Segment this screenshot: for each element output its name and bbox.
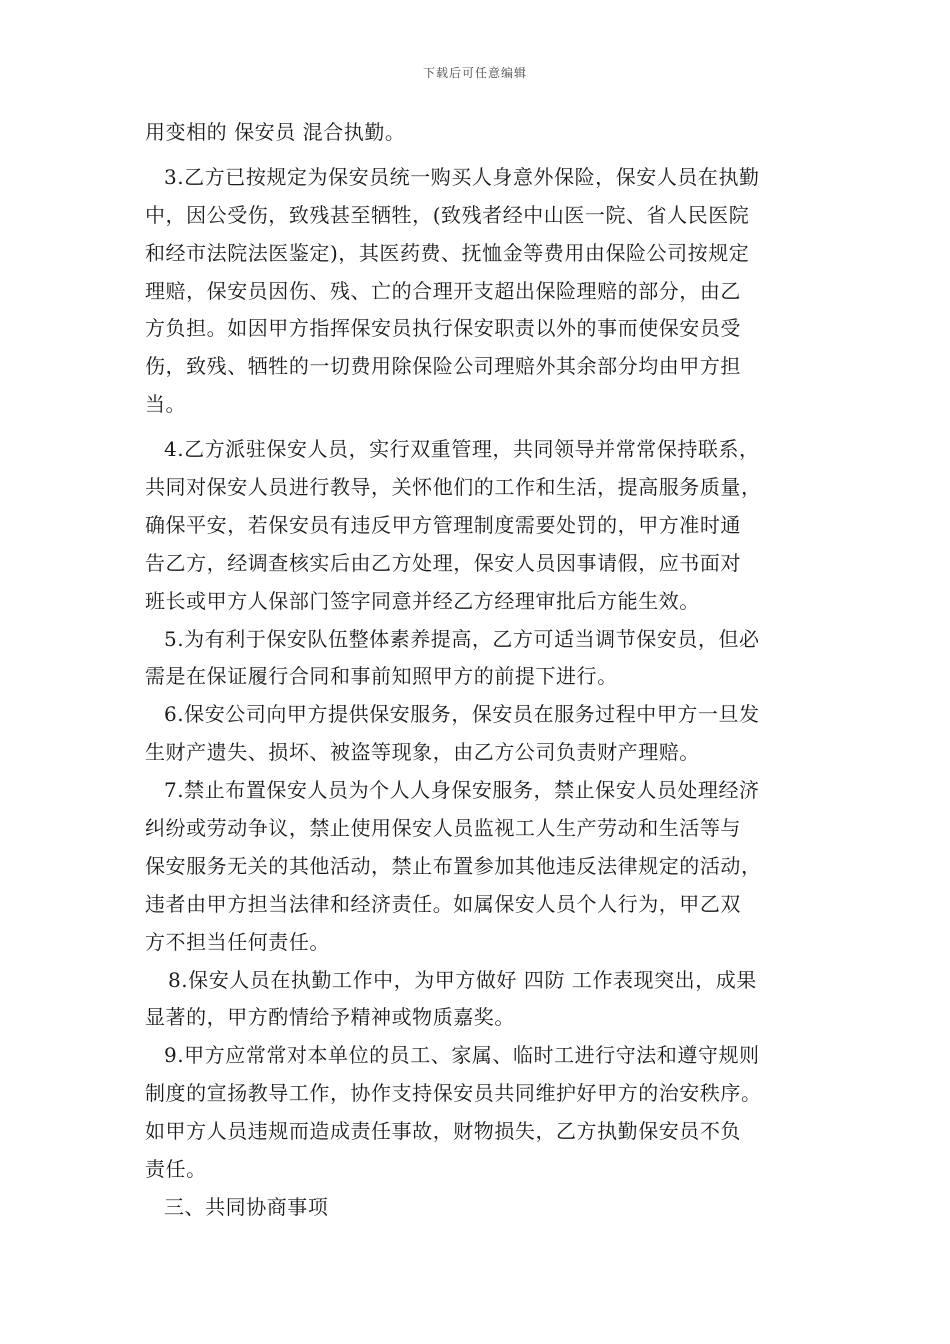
paragraph-line: 用变相的 保安员 混合执勤。 [145, 120, 406, 144]
clause-3-line: 当。 [145, 392, 187, 417]
clause-3-line: 和经市法院法医鉴定)，其医药费、抚恤金等费用由保险公司按规定 [145, 240, 750, 265]
clause-3-line: 中，因公受伤，致残甚至牺牲，(致残者经中山医一院、省人民医院 [145, 202, 750, 227]
clause-3-line: 理赔，保安员因伤、残、亡的合理开支超出保险理赔的部分，由乙 [145, 278, 741, 303]
clause-9-line: 制度的宣扬教导工作，协作支持保安员共同维护好甲方的治安秩序。 [145, 1081, 762, 1106]
clause-8-line: 8.保安人员在执勤工作中，为甲方做好 四防 工作表现突出，成果 [168, 967, 757, 992]
clause-3-line: 伤，致残、牺牲的一切费用除保险公司理赔外其余部分均由甲方担 [145, 354, 741, 379]
clause-7-line: 纠纷或劳动争议，禁止使用保安人员监视工人生产劳动和生活等与 [145, 816, 741, 841]
clause-8-line: 显著的，甲方酌情给予精神或物质嘉奖。 [145, 1005, 515, 1030]
clause-4-line: 确保平安，若保安员有违反甲方管理制度需要处罚的，甲方准时通 [145, 512, 741, 537]
clause-9-line: 9.甲方应常常对本单位的员工、家属、临时工进行守法和遵守规则 [164, 1043, 760, 1068]
clause-7-line: 保安服务无关的其他活动，禁止布置参加其他违反法律规定的活动， [145, 853, 762, 878]
clause-5-line: 5.为有利于保安队伍整体素养提高，乙方可适当调节保安员，但必 [164, 626, 760, 651]
clause-7-line: 方不担当任何责任。 [145, 929, 330, 954]
clause-6-line: 生财产遗失、损坏、被盗等现象，由乙方公司负责财产理赔。 [145, 740, 700, 765]
clause-7-line: 7.禁止布置保安人员为个人人身保安服务，禁止保安人员处理经济 [164, 778, 760, 803]
clause-7-line: 违者由甲方担当法律和经济责任。如属保安人员个人行为，甲乙双 [145, 891, 741, 916]
clause-5-line: 需是在保证履行合同和事前知照甲方的前提下进行。 [145, 664, 618, 689]
document-body [145, 114, 810, 1227]
clause-6-line: 6.保安公司向甲方提供保安服务，保安员在服务过程中甲方一旦发 [164, 702, 760, 727]
clause-4-line: 共同对保安人员进行教导，关怀他们的工作和生活，提高服务质量， [145, 475, 762, 500]
section-heading: 三、共同协商事项 [164, 1194, 329, 1219]
clause-9-line: 责任。 [145, 1157, 207, 1182]
clause-4-line: 告乙方，经调查核实后由乙方处理，保安人员因事请假，应书面对 [145, 550, 741, 575]
clause-3-line: 3.乙方已按规定为保安员统一购买人身意外保险，保安人员在执勤 [164, 164, 760, 189]
page-header: 下载后可任意编辑 [422, 66, 527, 80]
clause-4-line: 4.乙方派驻保安人员，实行双重管理，共同领导并常常保持联系， [164, 437, 760, 462]
clause-9-line: 如甲方人员违规而造成责任事故，财物损失，乙方执勤保安员不负 [145, 1119, 741, 1144]
clause-4-line: 班长或甲方人保部门签字同意并经乙方经理审批后方能生效。 [145, 588, 700, 613]
clause-3-line: 方负担。如因甲方指挥保安员执行保安职责以外的事而使保安员受 [145, 316, 741, 341]
